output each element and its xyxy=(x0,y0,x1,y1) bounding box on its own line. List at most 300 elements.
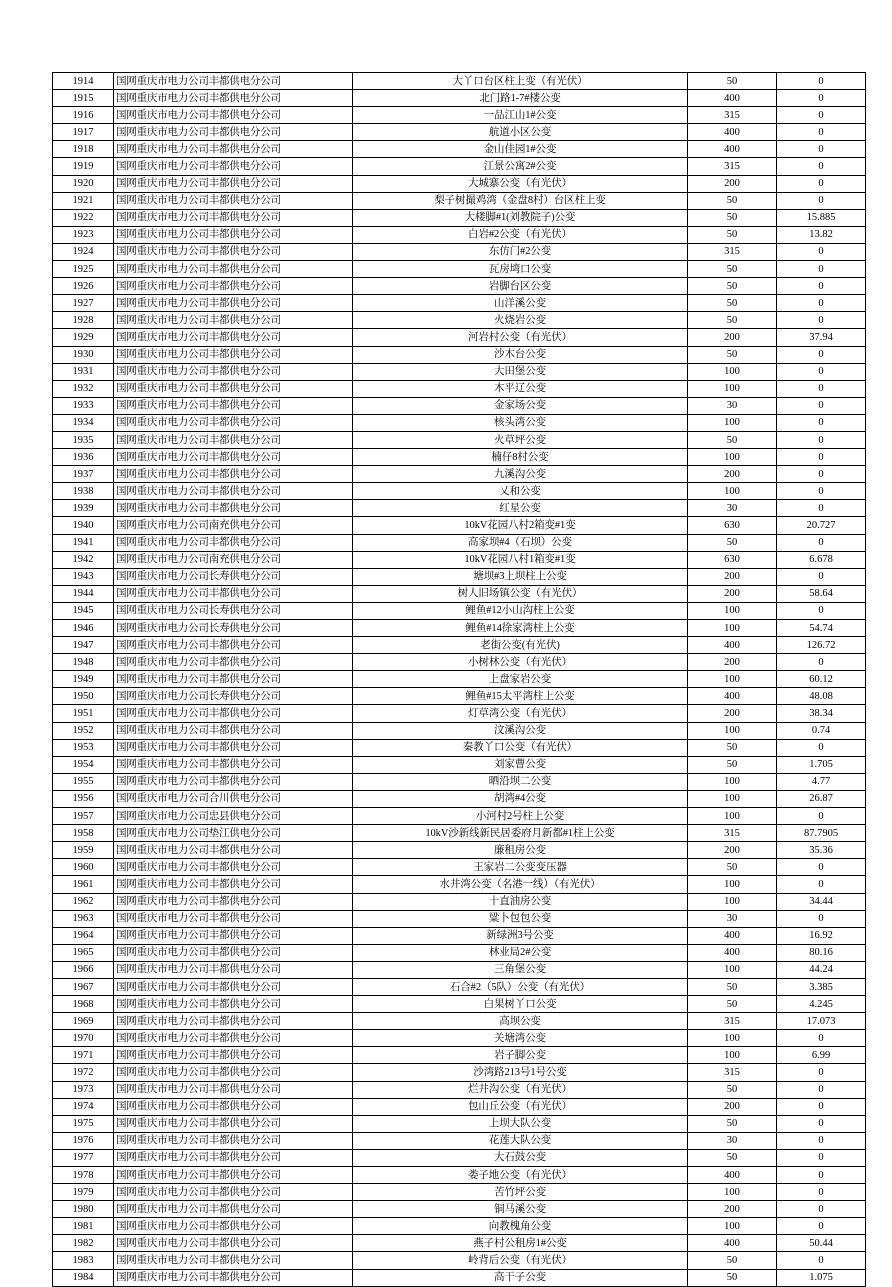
row-index: 1974 xyxy=(53,1098,114,1115)
device-name: 花莲大队公变 xyxy=(353,1132,688,1149)
company-name: 国网重庆市电力公司丰都供电分公司 xyxy=(114,1252,353,1269)
row-index: 1952 xyxy=(53,722,114,739)
table-row xyxy=(53,209,866,226)
company-name: 国网重庆市电力公司丰都供电分公司 xyxy=(114,961,353,978)
row-index: 1947 xyxy=(53,637,114,654)
company-name: 国网重庆市电力公司丰都供电分公司 xyxy=(114,1184,353,1201)
table-row xyxy=(53,756,866,773)
row-index: 1951 xyxy=(53,705,114,722)
company-name: 国网重庆市电力公司丰都供电分公司 xyxy=(114,1081,353,1098)
measure-value: 0 xyxy=(777,739,866,756)
table-row xyxy=(53,688,866,705)
device-name: 楠仔8村公变 xyxy=(353,449,688,466)
table-row xyxy=(53,90,866,107)
capacity-value: 100 xyxy=(688,671,777,688)
row-index: 1942 xyxy=(53,551,114,568)
measure-value: 0 xyxy=(777,500,866,517)
device-name: 东仿门#2公变 xyxy=(353,243,688,260)
device-name: 小河村2号柱上公变 xyxy=(353,808,688,825)
table-row xyxy=(53,637,866,654)
table-row xyxy=(53,1184,866,1201)
capacity-value: 100 xyxy=(688,1184,777,1201)
row-index: 1950 xyxy=(53,688,114,705)
row-index: 1921 xyxy=(53,192,114,209)
row-index: 1915 xyxy=(53,90,114,107)
capacity-value: 50 xyxy=(688,1252,777,1269)
device-name: 三角堡公变 xyxy=(353,961,688,978)
device-name: 树人旧场镇公变（有光伏） xyxy=(353,585,688,602)
capacity-value: 100 xyxy=(688,722,777,739)
row-index: 1934 xyxy=(53,414,114,431)
capacity-value: 200 xyxy=(688,585,777,602)
device-name: 岩脚台区公变 xyxy=(353,278,688,295)
capacity-value: 100 xyxy=(688,893,777,910)
table-row xyxy=(53,534,866,551)
company-name: 国网重庆市电力公司丰都供电分公司 xyxy=(114,756,353,773)
company-name: 国网重庆市电力公司丰都供电分公司 xyxy=(114,483,353,500)
capacity-value: 50 xyxy=(688,859,777,876)
company-name: 国网重庆市电力公司丰都供电分公司 xyxy=(114,1064,353,1081)
device-name: 高家坝#4（石坝）公变 xyxy=(353,534,688,551)
measure-value: 0 xyxy=(777,192,866,209)
company-name: 国网重庆市电力公司长寿供电分公司 xyxy=(114,620,353,637)
capacity-value: 400 xyxy=(688,1235,777,1252)
table-row xyxy=(53,1269,866,1286)
row-index: 1943 xyxy=(53,568,114,585)
table-row xyxy=(53,483,866,500)
company-name: 国网重庆市电力公司丰都供电分公司 xyxy=(114,175,353,192)
measure-value: 87.7905 xyxy=(777,825,866,842)
capacity-value: 100 xyxy=(688,363,777,380)
capacity-value: 50 xyxy=(688,346,777,363)
company-name: 国网重庆市电力公司丰都供电分公司 xyxy=(114,278,353,295)
capacity-value: 200 xyxy=(688,1201,777,1218)
table-row xyxy=(53,500,866,517)
table-row xyxy=(53,654,866,671)
company-name: 国网重庆市电力公司丰都供电分公司 xyxy=(114,209,353,226)
measure-value: 0 xyxy=(777,1201,866,1218)
table-row xyxy=(53,773,866,790)
table-row xyxy=(53,73,866,90)
company-name: 国网重庆市电力公司丰都供电分公司 xyxy=(114,978,353,995)
table-row xyxy=(53,449,866,466)
row-index: 1925 xyxy=(53,261,114,278)
measure-value: 0 xyxy=(777,158,866,175)
device-name: 瓦房塆口公变 xyxy=(353,261,688,278)
device-name: 十直油房公变 xyxy=(353,893,688,910)
capacity-value: 400 xyxy=(688,637,777,654)
table-row xyxy=(53,1030,866,1047)
company-name: 国网重庆市电力公司丰都供电分公司 xyxy=(114,397,353,414)
distribution-transformer-table xyxy=(52,72,866,1287)
company-name: 国网重庆市电力公司丰都供电分公司 xyxy=(114,1235,353,1252)
row-index: 1923 xyxy=(53,226,114,243)
row-index: 1981 xyxy=(53,1218,114,1235)
capacity-value: 100 xyxy=(688,961,777,978)
company-name: 国网重庆市电力公司丰都供电分公司 xyxy=(114,739,353,756)
table-row xyxy=(53,978,866,995)
table-row xyxy=(53,910,866,927)
device-name: 新绿洲3号公变 xyxy=(353,927,688,944)
capacity-value: 400 xyxy=(688,90,777,107)
device-name: 乂和公变 xyxy=(353,483,688,500)
row-index: 1938 xyxy=(53,483,114,500)
table-row xyxy=(53,278,866,295)
table-row xyxy=(53,893,866,910)
table-row xyxy=(53,722,866,739)
row-index: 1933 xyxy=(53,397,114,414)
row-index: 1964 xyxy=(53,927,114,944)
company-name: 国网重庆市电力公司丰都供电分公司 xyxy=(114,996,353,1013)
device-name: 一品江山1#公变 xyxy=(353,107,688,124)
table-row xyxy=(53,1115,866,1132)
capacity-value: 100 xyxy=(688,808,777,825)
device-name: 王家岩二公变变压器 xyxy=(353,859,688,876)
table-row xyxy=(53,1013,866,1030)
table-row xyxy=(53,671,866,688)
company-name: 国网重庆市电力公司丰都供电分公司 xyxy=(114,226,353,243)
company-name: 国网重庆市电力公司丰都供电分公司 xyxy=(114,671,353,688)
row-index: 1967 xyxy=(53,978,114,995)
measure-value: 0 xyxy=(777,859,866,876)
company-name: 国网重庆市电力公司丰都供电分公司 xyxy=(114,414,353,431)
measure-value: 37.94 xyxy=(777,329,866,346)
device-name: 大楼脚#1(刘教院子)公变 xyxy=(353,209,688,226)
measure-value: 0 xyxy=(777,1218,866,1235)
row-index: 1946 xyxy=(53,620,114,637)
measure-value: 0 xyxy=(777,141,866,158)
company-name: 国网重庆市电力公司丰都供电分公司 xyxy=(114,141,353,158)
row-index: 1931 xyxy=(53,363,114,380)
row-index: 1928 xyxy=(53,312,114,329)
capacity-value: 50 xyxy=(688,209,777,226)
device-name: 粱卜包包公变 xyxy=(353,910,688,927)
measure-value: 0 xyxy=(777,414,866,431)
measure-value: 80.16 xyxy=(777,944,866,961)
measure-value: 0 xyxy=(777,466,866,483)
company-name: 国网重庆市电力公司丰都供电分公司 xyxy=(114,1132,353,1149)
measure-value: 54.74 xyxy=(777,620,866,637)
row-index: 1949 xyxy=(53,671,114,688)
company-name: 国网重庆市电力公司丰都供电分公司 xyxy=(114,261,353,278)
measure-value: 0 xyxy=(777,808,866,825)
company-name: 国网重庆市电力公司丰都供电分公司 xyxy=(114,329,353,346)
row-index: 1922 xyxy=(53,209,114,226)
device-name: 娄子地公变（有光伏） xyxy=(353,1167,688,1184)
device-name: 石合#2（5队）公变（有光伏） xyxy=(353,978,688,995)
capacity-value: 315 xyxy=(688,825,777,842)
device-name: 小树林公变（有光伏） xyxy=(353,654,688,671)
capacity-value: 100 xyxy=(688,483,777,500)
measure-value: 0 xyxy=(777,124,866,141)
capacity-value: 400 xyxy=(688,944,777,961)
device-name: 10kV沙新线新民居委府月新都#1柱上公变 xyxy=(353,825,688,842)
measure-value: 0.74 xyxy=(777,722,866,739)
company-name: 国网重庆市电力公司丰都供电分公司 xyxy=(114,1047,353,1064)
measure-value: 48.08 xyxy=(777,688,866,705)
measure-value: 0 xyxy=(777,73,866,90)
device-name: 九溪沟公变 xyxy=(353,466,688,483)
measure-value: 0 xyxy=(777,483,866,500)
company-name: 国网重庆市电力公司丰都供电分公司 xyxy=(114,431,353,448)
device-name: 山洋溪公变 xyxy=(353,295,688,312)
table-row xyxy=(53,1167,866,1184)
table-row xyxy=(53,996,866,1013)
company-name: 国网重庆市电力公司丰都供电分公司 xyxy=(114,722,353,739)
row-index: 1970 xyxy=(53,1030,114,1047)
table-row xyxy=(53,1047,866,1064)
measure-value: 44.24 xyxy=(777,961,866,978)
capacity-value: 50 xyxy=(688,534,777,551)
row-index: 1978 xyxy=(53,1167,114,1184)
measure-value: 1.705 xyxy=(777,756,866,773)
device-name: 上坝大队公变 xyxy=(353,1115,688,1132)
device-name: 向教槐角公变 xyxy=(353,1218,688,1235)
measure-value: 0 xyxy=(777,1064,866,1081)
capacity-value: 315 xyxy=(688,1013,777,1030)
measure-value: 0 xyxy=(777,1167,866,1184)
row-index: 1944 xyxy=(53,585,114,602)
table-row xyxy=(53,397,866,414)
table-row xyxy=(53,927,866,944)
capacity-value: 50 xyxy=(688,1081,777,1098)
capacity-value: 30 xyxy=(688,1132,777,1149)
company-name: 国网重庆市电力公司丰都供电分公司 xyxy=(114,705,353,722)
company-name: 国网重庆市电力公司丰都供电分公司 xyxy=(114,449,353,466)
company-name: 国网重庆市电力公司南充供电分公司 xyxy=(114,517,353,534)
device-name: 核头湾公变 xyxy=(353,414,688,431)
row-index: 1926 xyxy=(53,278,114,295)
company-name: 国网重庆市电力公司丰都供电分公司 xyxy=(114,944,353,961)
table-row xyxy=(53,739,866,756)
table-row xyxy=(53,585,866,602)
measure-value: 0 xyxy=(777,397,866,414)
device-name: 关塘湾公变 xyxy=(353,1030,688,1047)
measure-value: 0 xyxy=(777,1098,866,1115)
company-name: 国网重庆市电力公司丰都供电分公司 xyxy=(114,312,353,329)
measure-value: 0 xyxy=(777,602,866,619)
row-index: 1960 xyxy=(53,859,114,876)
device-name: 大丫口台区柱上变（有光伏） xyxy=(353,73,688,90)
measure-value: 17.073 xyxy=(777,1013,866,1030)
table-row xyxy=(53,620,866,637)
measure-value: 0 xyxy=(777,175,866,192)
company-name: 国网重庆市电力公司丰都供电分公司 xyxy=(114,243,353,260)
row-index: 1966 xyxy=(53,961,114,978)
capacity-value: 400 xyxy=(688,124,777,141)
measure-value: 4.245 xyxy=(777,996,866,1013)
row-index: 1971 xyxy=(53,1047,114,1064)
table-row xyxy=(53,790,866,807)
measure-value: 0 xyxy=(777,876,866,893)
table-row xyxy=(53,363,866,380)
device-name: 木平辽公变 xyxy=(353,380,688,397)
capacity-value: 50 xyxy=(688,978,777,995)
measure-value: 0 xyxy=(777,1030,866,1047)
capacity-value: 100 xyxy=(688,620,777,637)
row-index: 1948 xyxy=(53,654,114,671)
row-index: 1961 xyxy=(53,876,114,893)
measure-value: 126.72 xyxy=(777,637,866,654)
table-row xyxy=(53,226,866,243)
row-index: 1959 xyxy=(53,842,114,859)
measure-value: 34.44 xyxy=(777,893,866,910)
company-name: 国网重庆市电力公司丰都供电分公司 xyxy=(114,466,353,483)
capacity-value: 200 xyxy=(688,654,777,671)
company-name: 国网重庆市电力公司丰都供电分公司 xyxy=(114,124,353,141)
measure-value: 13.82 xyxy=(777,226,866,243)
capacity-value: 200 xyxy=(688,1098,777,1115)
company-name: 国网重庆市电力公司丰都供电分公司 xyxy=(114,1218,353,1235)
device-name: 水井湾公变（名港一线）（有光伏） xyxy=(353,876,688,893)
table-row xyxy=(53,414,866,431)
row-index: 1962 xyxy=(53,893,114,910)
row-index: 1920 xyxy=(53,175,114,192)
table-row xyxy=(53,158,866,175)
measure-value: 20.727 xyxy=(777,517,866,534)
row-index: 1977 xyxy=(53,1149,114,1166)
row-index: 1984 xyxy=(53,1269,114,1286)
table-row xyxy=(53,243,866,260)
company-name: 国网重庆市电力公司丰都供电分公司 xyxy=(114,585,353,602)
table-row xyxy=(53,295,866,312)
capacity-value: 30 xyxy=(688,397,777,414)
device-name: 金家场公变 xyxy=(353,397,688,414)
device-name: 汶溪沟公变 xyxy=(353,722,688,739)
measure-value: 60.12 xyxy=(777,671,866,688)
capacity-value: 400 xyxy=(688,1167,777,1184)
device-name: 高坝公变 xyxy=(353,1013,688,1030)
capacity-value: 400 xyxy=(688,141,777,158)
company-name: 国网重庆市电力公司丰都供电分公司 xyxy=(114,1030,353,1047)
company-name: 国网重庆市电力公司丰都供电分公司 xyxy=(114,534,353,551)
capacity-value: 630 xyxy=(688,517,777,534)
capacity-value: 200 xyxy=(688,705,777,722)
row-index: 1927 xyxy=(53,295,114,312)
capacity-value: 100 xyxy=(688,773,777,790)
capacity-value: 630 xyxy=(688,551,777,568)
measure-value: 0 xyxy=(777,363,866,380)
row-index: 1956 xyxy=(53,790,114,807)
capacity-value: 50 xyxy=(688,1269,777,1286)
row-index: 1955 xyxy=(53,773,114,790)
table-row xyxy=(53,1235,866,1252)
measure-value: 0 xyxy=(777,1252,866,1269)
measure-value: 38.34 xyxy=(777,705,866,722)
measure-value: 1.075 xyxy=(777,1269,866,1286)
device-name: 老街公变(有光伏) xyxy=(353,637,688,654)
device-name: 金山佳园1#公变 xyxy=(353,141,688,158)
measure-value: 0 xyxy=(777,312,866,329)
company-name: 国网重庆市电力公司丰都供电分公司 xyxy=(114,1149,353,1166)
device-name: 河岩村公变（有光伏） xyxy=(353,329,688,346)
row-index: 1939 xyxy=(53,500,114,517)
capacity-value: 200 xyxy=(688,568,777,585)
row-index: 1972 xyxy=(53,1064,114,1081)
measure-value: 0 xyxy=(777,910,866,927)
capacity-value: 50 xyxy=(688,226,777,243)
table-row xyxy=(53,312,866,329)
capacity-value: 50 xyxy=(688,1149,777,1166)
measure-value: 0 xyxy=(777,1184,866,1201)
capacity-value: 30 xyxy=(688,910,777,927)
table-row xyxy=(53,961,866,978)
company-name: 国网重庆市电力公司丰都供电分公司 xyxy=(114,1098,353,1115)
capacity-value: 315 xyxy=(688,243,777,260)
capacity-value: 200 xyxy=(688,175,777,192)
company-name: 国网重庆市电力公司丰都供电分公司 xyxy=(114,773,353,790)
capacity-value: 50 xyxy=(688,756,777,773)
capacity-value: 50 xyxy=(688,431,777,448)
company-name: 国网重庆市电力公司丰都供电分公司 xyxy=(114,842,353,859)
table-row xyxy=(53,859,866,876)
measure-value: 0 xyxy=(777,1081,866,1098)
measure-value: 0 xyxy=(777,346,866,363)
row-index: 1968 xyxy=(53,996,114,1013)
table-row xyxy=(53,602,866,619)
device-name: 林业局2#公变 xyxy=(353,944,688,961)
table-row xyxy=(53,175,866,192)
device-name: 苦竹坪公变 xyxy=(353,1184,688,1201)
capacity-value: 100 xyxy=(688,380,777,397)
measure-value: 3.385 xyxy=(777,978,866,995)
measure-value: 6.678 xyxy=(777,551,866,568)
table-row xyxy=(53,842,866,859)
capacity-value: 50 xyxy=(688,1115,777,1132)
measure-value: 0 xyxy=(777,261,866,278)
device-name: 岭背后公变（有光伏） xyxy=(353,1252,688,1269)
device-name: 秦教丫口公变（有光伏） xyxy=(353,739,688,756)
device-name: 大城寨公变（有光伏） xyxy=(353,175,688,192)
capacity-value: 200 xyxy=(688,842,777,859)
row-index: 1916 xyxy=(53,107,114,124)
company-name: 国网重庆市电力公司丰都供电分公司 xyxy=(114,1269,353,1286)
measure-value: 0 xyxy=(777,1115,866,1132)
capacity-value: 100 xyxy=(688,790,777,807)
company-name: 国网重庆市电力公司丰都供电分公司 xyxy=(114,637,353,654)
row-index: 1979 xyxy=(53,1184,114,1201)
row-index: 1940 xyxy=(53,517,114,534)
table-row xyxy=(53,329,866,346)
company-name: 国网重庆市电力公司丰都供电分公司 xyxy=(114,1167,353,1184)
device-name: 上盘家岩公变 xyxy=(353,671,688,688)
measure-value: 0 xyxy=(777,90,866,107)
device-name: 鲤鱼#14徐家湾柱上公变 xyxy=(353,620,688,637)
measure-value: 0 xyxy=(777,1149,866,1166)
device-name: 廉租房公变 xyxy=(353,842,688,859)
table-row xyxy=(53,1149,866,1166)
device-name: 烂井沟公变（有光伏） xyxy=(353,1081,688,1098)
row-index: 1932 xyxy=(53,380,114,397)
capacity-value: 400 xyxy=(688,688,777,705)
device-name: 大田堡公变 xyxy=(353,363,688,380)
company-name: 国网重庆市电力公司丰都供电分公司 xyxy=(114,346,353,363)
device-name: 鲤鱼#12小山沟柱上公变 xyxy=(353,602,688,619)
capacity-value: 50 xyxy=(688,278,777,295)
capacity-value: 400 xyxy=(688,927,777,944)
device-name: 铜马溪公变 xyxy=(353,1201,688,1218)
device-name: 火草坪公变 xyxy=(353,431,688,448)
measure-value: 0 xyxy=(777,243,866,260)
device-name: 沙木台公变 xyxy=(353,346,688,363)
row-index: 1929 xyxy=(53,329,114,346)
table-row xyxy=(53,1132,866,1149)
capacity-value: 315 xyxy=(688,107,777,124)
company-name: 国网重庆市电力公司忠县供电分公司 xyxy=(114,808,353,825)
device-name: 胡湾#4公变 xyxy=(353,790,688,807)
company-name: 国网重庆市电力公司丰都供电分公司 xyxy=(114,90,353,107)
row-index: 1937 xyxy=(53,466,114,483)
